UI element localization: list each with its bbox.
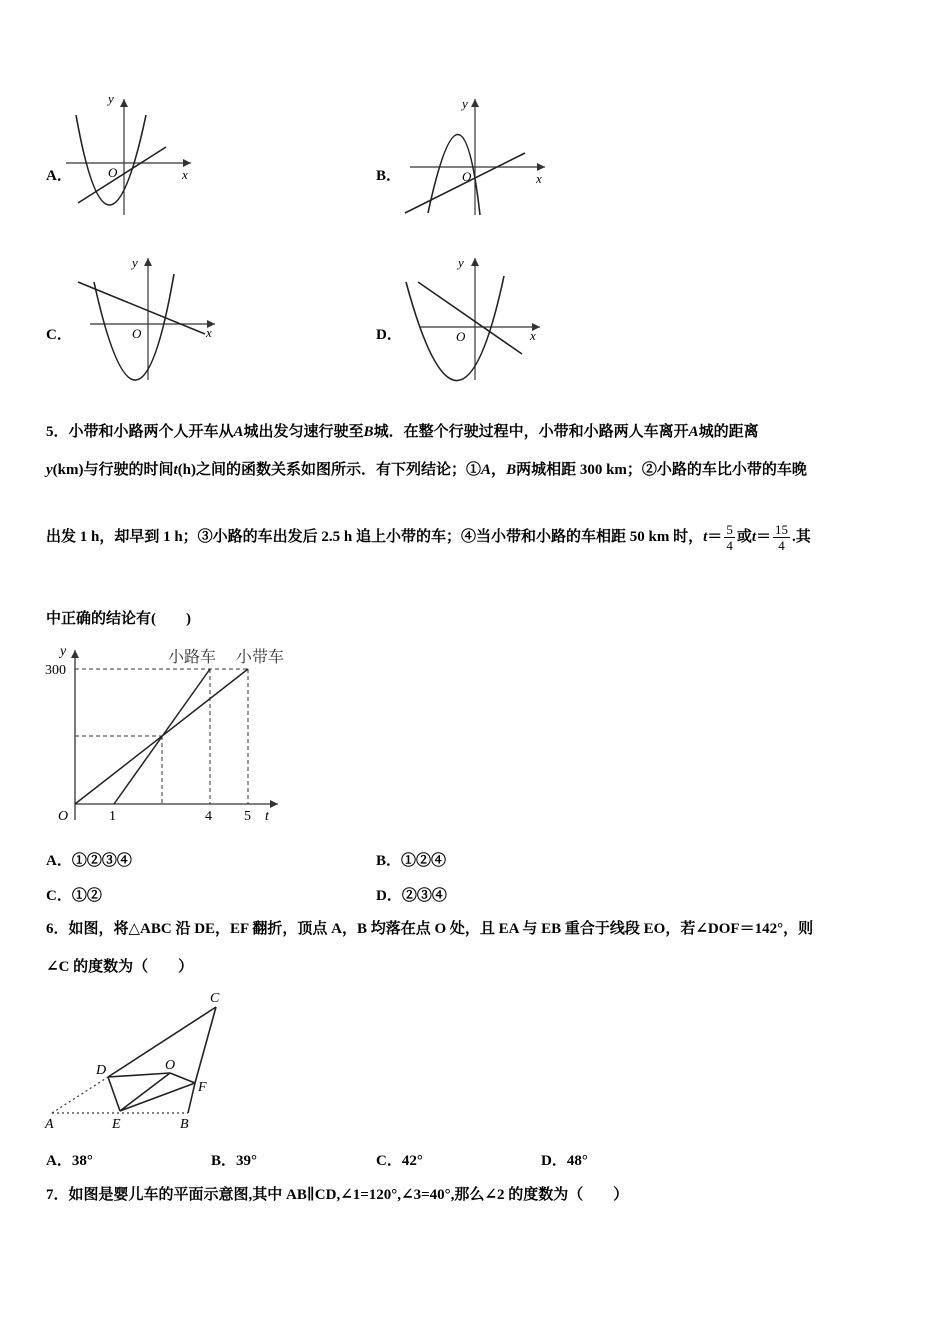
- q4c-y-label: y: [132, 255, 138, 270]
- q5-line-4: 中正确的结论有( ): [46, 611, 191, 627]
- q6-option-b[interactable]: B．39°: [211, 1153, 258, 1169]
- q4d-y-label: y: [458, 255, 464, 270]
- q4b-origin: O: [462, 169, 472, 184]
- q7-line-1: 7．如图是婴儿车的平面示意图,其中 AB∥CD,∠1=120°,∠3=40°,那么∠2 的度数为（ ）: [46, 1187, 629, 1203]
- graph-origin: O: [58, 809, 69, 824]
- fig-label-e: E: [112, 1117, 121, 1132]
- q5-option-b[interactable]: B．①②④: [376, 853, 447, 869]
- fig-label-c: C: [210, 991, 220, 1006]
- q6-option-a[interactable]: A．38°: [46, 1153, 93, 1169]
- q4d-origin: O: [456, 329, 466, 344]
- q4a-x-label: x: [182, 167, 188, 182]
- q6-triangle-figure: [40, 985, 240, 1135]
- graph-t-tick-4: 4: [205, 809, 212, 824]
- fig-label-b: B: [180, 1117, 189, 1132]
- q4-option-c-label: C．: [46, 327, 72, 343]
- graph-y-label: y: [60, 644, 67, 659]
- q4a-y-label: y: [108, 95, 114, 106]
- q4c-x-label: x: [206, 325, 212, 340]
- q5-distance-time-graph: [40, 640, 300, 830]
- q4-graph-a: [66, 95, 201, 220]
- q5-line-1: 5．小带和小路两个人开车从A城出发匀速行驶至B城．在整个行驶过程中，小带和小路两人车离开A城的距离: [46, 424, 759, 440]
- fig-label-d: D: [96, 1063, 107, 1078]
- graph-y-tick-300: 300: [45, 663, 66, 678]
- q5-option-a[interactable]: A．①②③④: [46, 853, 132, 869]
- label-xiaolu: 小路车: [168, 647, 217, 666]
- q6-line-2: ∠C 的度数为（ ）: [46, 959, 194, 975]
- q4b-x-label: x: [536, 171, 542, 186]
- q4-graph-d: [400, 252, 550, 384]
- q5-line-2: y(km)与行驶的时间t(h)之间的函数关系如图所示．有下列结论；①A，B两城相距 300 km；②小路的车比小带的车晚: [46, 462, 807, 478]
- q4b-y-label: y: [462, 96, 468, 111]
- graph-t-tick-1: 1: [109, 809, 116, 824]
- q6-line-1: 6．如图，将△ABC 沿 DE，EF 翻折，顶点 A，B 均落在点 O 处，且 EA 与 EB 重合于线段 EO，若∠DOF＝142°，则: [46, 921, 814, 937]
- q4-option-b-label: B．: [376, 168, 402, 184]
- q4c-origin: O: [132, 326, 142, 341]
- fig-label-o: O: [165, 1058, 176, 1073]
- q5-line-3: 出发 1 h，却早到 1 h；③小路的车出发后 2.5 h 追上小带的车；④当小带和小路的车相距 50 km 时，t＝ $\frac{5}{4}$ 或t＝ $\frac{15}{4}$ .其: [46, 522, 811, 553]
- q4-option-a-label: A．: [46, 168, 72, 184]
- q4d-x-label: x: [530, 328, 536, 343]
- graph-t-label: t: [265, 809, 269, 824]
- q6-option-d[interactable]: D．48°: [541, 1153, 588, 1169]
- q5-option-d[interactable]: D．②③④: [376, 888, 447, 904]
- q4-graph-c: [70, 252, 220, 384]
- label-xiaodai: 小带车: [236, 647, 285, 666]
- q4-option-d-label: D．: [376, 327, 402, 343]
- fig-label-a: A: [45, 1117, 54, 1132]
- fig-label-f: F: [198, 1080, 207, 1095]
- q6-option-c[interactable]: C．42°: [376, 1153, 423, 1169]
- graph-t-tick-5: 5: [244, 809, 251, 824]
- q5-option-c[interactable]: C．①②: [46, 888, 102, 904]
- fraction-15-over-4: $\frac{15}{4}$: [775, 522, 789, 553]
- q4a-origin: O: [108, 165, 118, 180]
- xiaolu-line: [114, 669, 210, 804]
- fraction-5-over-4: $\frac{5}{4}$: [726, 522, 733, 553]
- q4-graph-b: [400, 95, 555, 220]
